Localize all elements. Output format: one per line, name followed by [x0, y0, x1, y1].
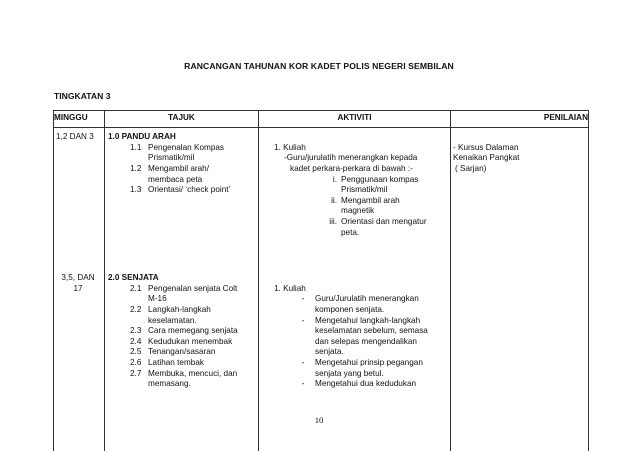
activity-item-number: -: [301, 357, 305, 367]
subtopic-text: Mengambil arah/: [148, 163, 209, 173]
activity-text: senjata.: [315, 347, 344, 357]
minggu-cell: [54, 128, 105, 451]
activity-text: keselamatan sebelum, semasa: [315, 326, 428, 336]
activity-text: Mengetahui langkah-langkah: [315, 315, 421, 325]
document-title: RANCANGAN TAHUNAN KOR KADET POLIS NEGERI SEMBILAN: [184, 61, 454, 71]
penilaian-cell: [451, 128, 589, 451]
table-row: [54, 128, 589, 451]
activity-text: komponen senjata.: [315, 304, 385, 314]
subtopic-number: 2.6: [130, 357, 142, 367]
header-penilaian: PENILAIAN: [451, 111, 589, 128]
subtopic-text: Pengenalan Kompas: [148, 142, 225, 152]
activity-text: dan selepas mengendalikan: [315, 336, 417, 346]
subtopic-text: memasang.: [148, 379, 191, 389]
subtopic-number: 2.4: [130, 336, 142, 346]
subtopic-text: Cara memegang senjata: [148, 326, 238, 336]
subtopic-number: 1.2: [130, 163, 142, 173]
activity-item-number: -: [301, 294, 305, 304]
header-minggu: MINGGU: [54, 111, 105, 128]
activity-text: kadet perkara-perkara di bawah :-: [290, 163, 413, 173]
annual-plan-table: [53, 110, 589, 451]
subtopic-text: Kedudukan menembak: [148, 336, 233, 346]
activity-heading: 1. Kuliah: [274, 283, 306, 293]
activity-text: Mengambil arah: [341, 195, 400, 205]
activity-item-number: iii.: [329, 216, 337, 226]
activity-text: Mengetahui prinsip pegangan: [315, 357, 423, 367]
activity-item-number: ii.: [331, 195, 337, 205]
activity-text: Penggunaan kompas: [341, 174, 419, 184]
subtopic-number: 2.1: [130, 283, 142, 293]
subtopic-text: Orientasi/ ‘check point’: [148, 185, 231, 195]
activity-text: peta.: [341, 227, 360, 237]
activity-text: Guru/Jurulatih menerangkan: [315, 294, 419, 304]
subtopic-number: 2.7: [130, 368, 142, 378]
subtopic-number: 2.5: [130, 347, 142, 357]
subtopic-text: Tenangan/sasaran: [148, 347, 216, 357]
subtopic-text: Membuka, mencuci, dan: [148, 368, 238, 378]
header-aktiviti: AKTIVITI: [259, 111, 451, 128]
table-header-row: [54, 111, 589, 128]
subtopic-text: Pengenalan senjata Colt: [148, 283, 238, 293]
activity-item-number: -: [301, 379, 305, 389]
activity-text: senjata yang betul.: [315, 368, 384, 378]
activity-text: Orientasi dan mengatur: [341, 216, 427, 226]
header-tajuk: TAJUK: [105, 111, 259, 128]
tajuk-cell: [105, 128, 259, 451]
activity-text: Mengetahui dua kedudukan: [315, 379, 417, 389]
topic-heading: 2.0 SENJATA: [108, 273, 159, 283]
aktiviti-cell: [259, 128, 451, 451]
topic-heading: 1.0 PANDU ARAH: [108, 132, 176, 142]
assessment-text: - Kursus Dalaman: [453, 142, 519, 152]
week-range: 17: [73, 283, 83, 293]
subtopic-text: M-16: [148, 294, 167, 304]
subtopic-number: 2.2: [130, 304, 142, 314]
activity-item-number: -: [301, 315, 305, 325]
page-number: 10: [314, 415, 324, 425]
activity-text: Prismatik/mil: [341, 185, 388, 195]
level-heading: TINGKATAN 3: [54, 91, 111, 101]
week-range: 1,2 DAN 3: [56, 132, 94, 142]
activity-item-number: i.: [332, 174, 337, 184]
subtopic-text: Langkah-langkah: [148, 304, 211, 314]
week-range: 3,5, DAN: [61, 273, 95, 283]
assessment-text: Kenaikan Pangkat: [453, 153, 520, 163]
subtopic-text: keselamatan.: [148, 315, 197, 325]
subtopic-number: 2.3: [130, 326, 142, 336]
activity-text: magnetik: [341, 206, 375, 216]
activity-heading: 1. Kuliah: [274, 142, 306, 152]
subtopic-text: membaca peta: [148, 174, 203, 184]
activity-text: -Guru/jurulatih menerangkan kepada: [284, 153, 418, 163]
subtopic-text: Latihan tembak: [148, 357, 204, 367]
subtopic-number: 1.1: [130, 142, 142, 152]
subtopic-text: Prismatik/mil: [148, 153, 195, 163]
subtopic-number: 1.3: [130, 185, 142, 195]
assessment-text: ( Sarjan): [455, 163, 487, 173]
